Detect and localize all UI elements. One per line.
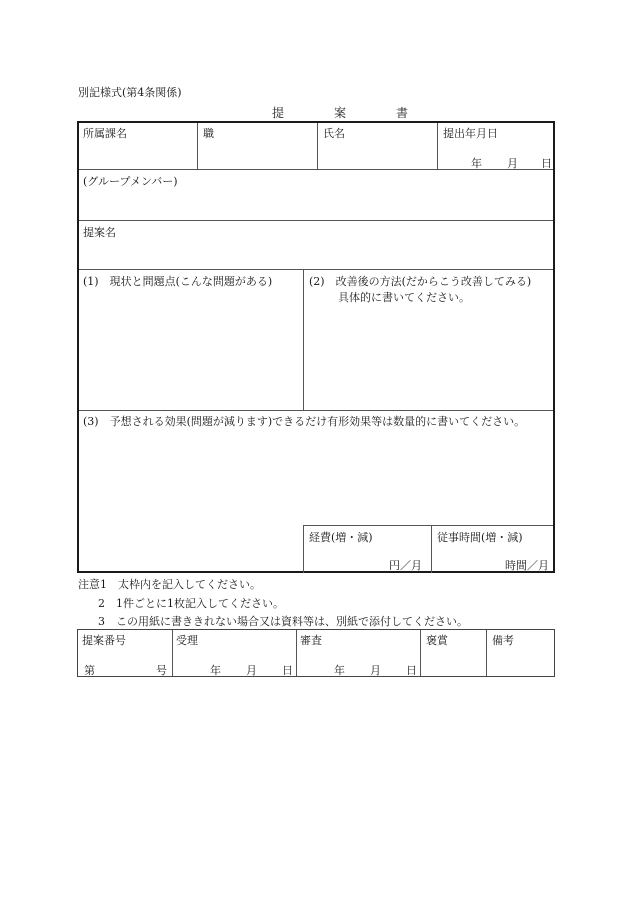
submit-month-label: 月 [507,157,518,170]
divider [437,123,438,169]
received-month: 月 [246,664,257,677]
proposal-form [77,121,555,573]
review-year: 年 [334,664,345,677]
number-suffix: 号 [156,664,167,677]
group-members-label: (グループメンバー) [83,175,178,188]
divider [303,525,304,573]
section3-label: (3) 予想される効果(問題が減ります)できるだけ有形効果等は数量的に書いてください。 [83,415,526,428]
divider [303,525,553,526]
divider [79,410,553,411]
submit-year-label: 年 [471,157,482,170]
review-day: 日 [406,664,417,677]
section1-label: (1) 現状と問題点(こんな問題がある) [83,275,273,288]
note-1: 注意1 太枠内を記入してください。 [78,578,261,591]
section2-label: (2) 改善後の方法(だからこう改善してみる) [309,275,532,288]
note-2: 2 1件ごとに1枚記入してください。 [98,597,284,610]
section2-note: 具体的に書いてください。 [338,291,470,304]
note-3: 3 この用紙に書ききれない場合又は資料等は、別紙で添付してください。 [98,615,468,628]
award-label: 褒賞 [426,634,448,647]
cost-label: 経費(増・減) [309,531,373,544]
divider [303,269,304,410]
document-title: 提 案 書 [272,106,428,120]
divider [79,220,553,221]
divider [79,169,553,170]
labor-unit: 時間／月 [505,559,549,572]
number-prefix: 第 [84,664,95,677]
divider [296,630,297,676]
form-label: 別記様式(第4条関係) [78,86,182,99]
received-year: 年 [210,664,221,677]
admin-table [77,629,555,677]
cost-unit: 円／月 [389,559,422,572]
divider [317,123,318,169]
submit-date-label: 提出年月日 [443,127,498,140]
divider [486,630,487,676]
divider [172,630,173,676]
proposal-number-label: 提案番号 [82,634,126,647]
submit-day-label: 日 [541,157,552,170]
department-label: 所属課名 [83,127,127,140]
divider [431,525,432,573]
position-label: 職 [203,127,214,140]
review-label: 審査 [300,634,322,647]
proposal-name-label: 提案名 [83,226,116,239]
labor-label: 従事時間(増・減) [437,531,523,544]
divider [197,123,198,169]
received-label: 受理 [176,634,198,647]
review-month: 月 [370,664,381,677]
divider [420,630,421,676]
divider [79,269,553,270]
received-day: 日 [282,664,293,677]
name-label: 氏名 [323,127,345,140]
remarks-label: 備考 [492,634,514,647]
